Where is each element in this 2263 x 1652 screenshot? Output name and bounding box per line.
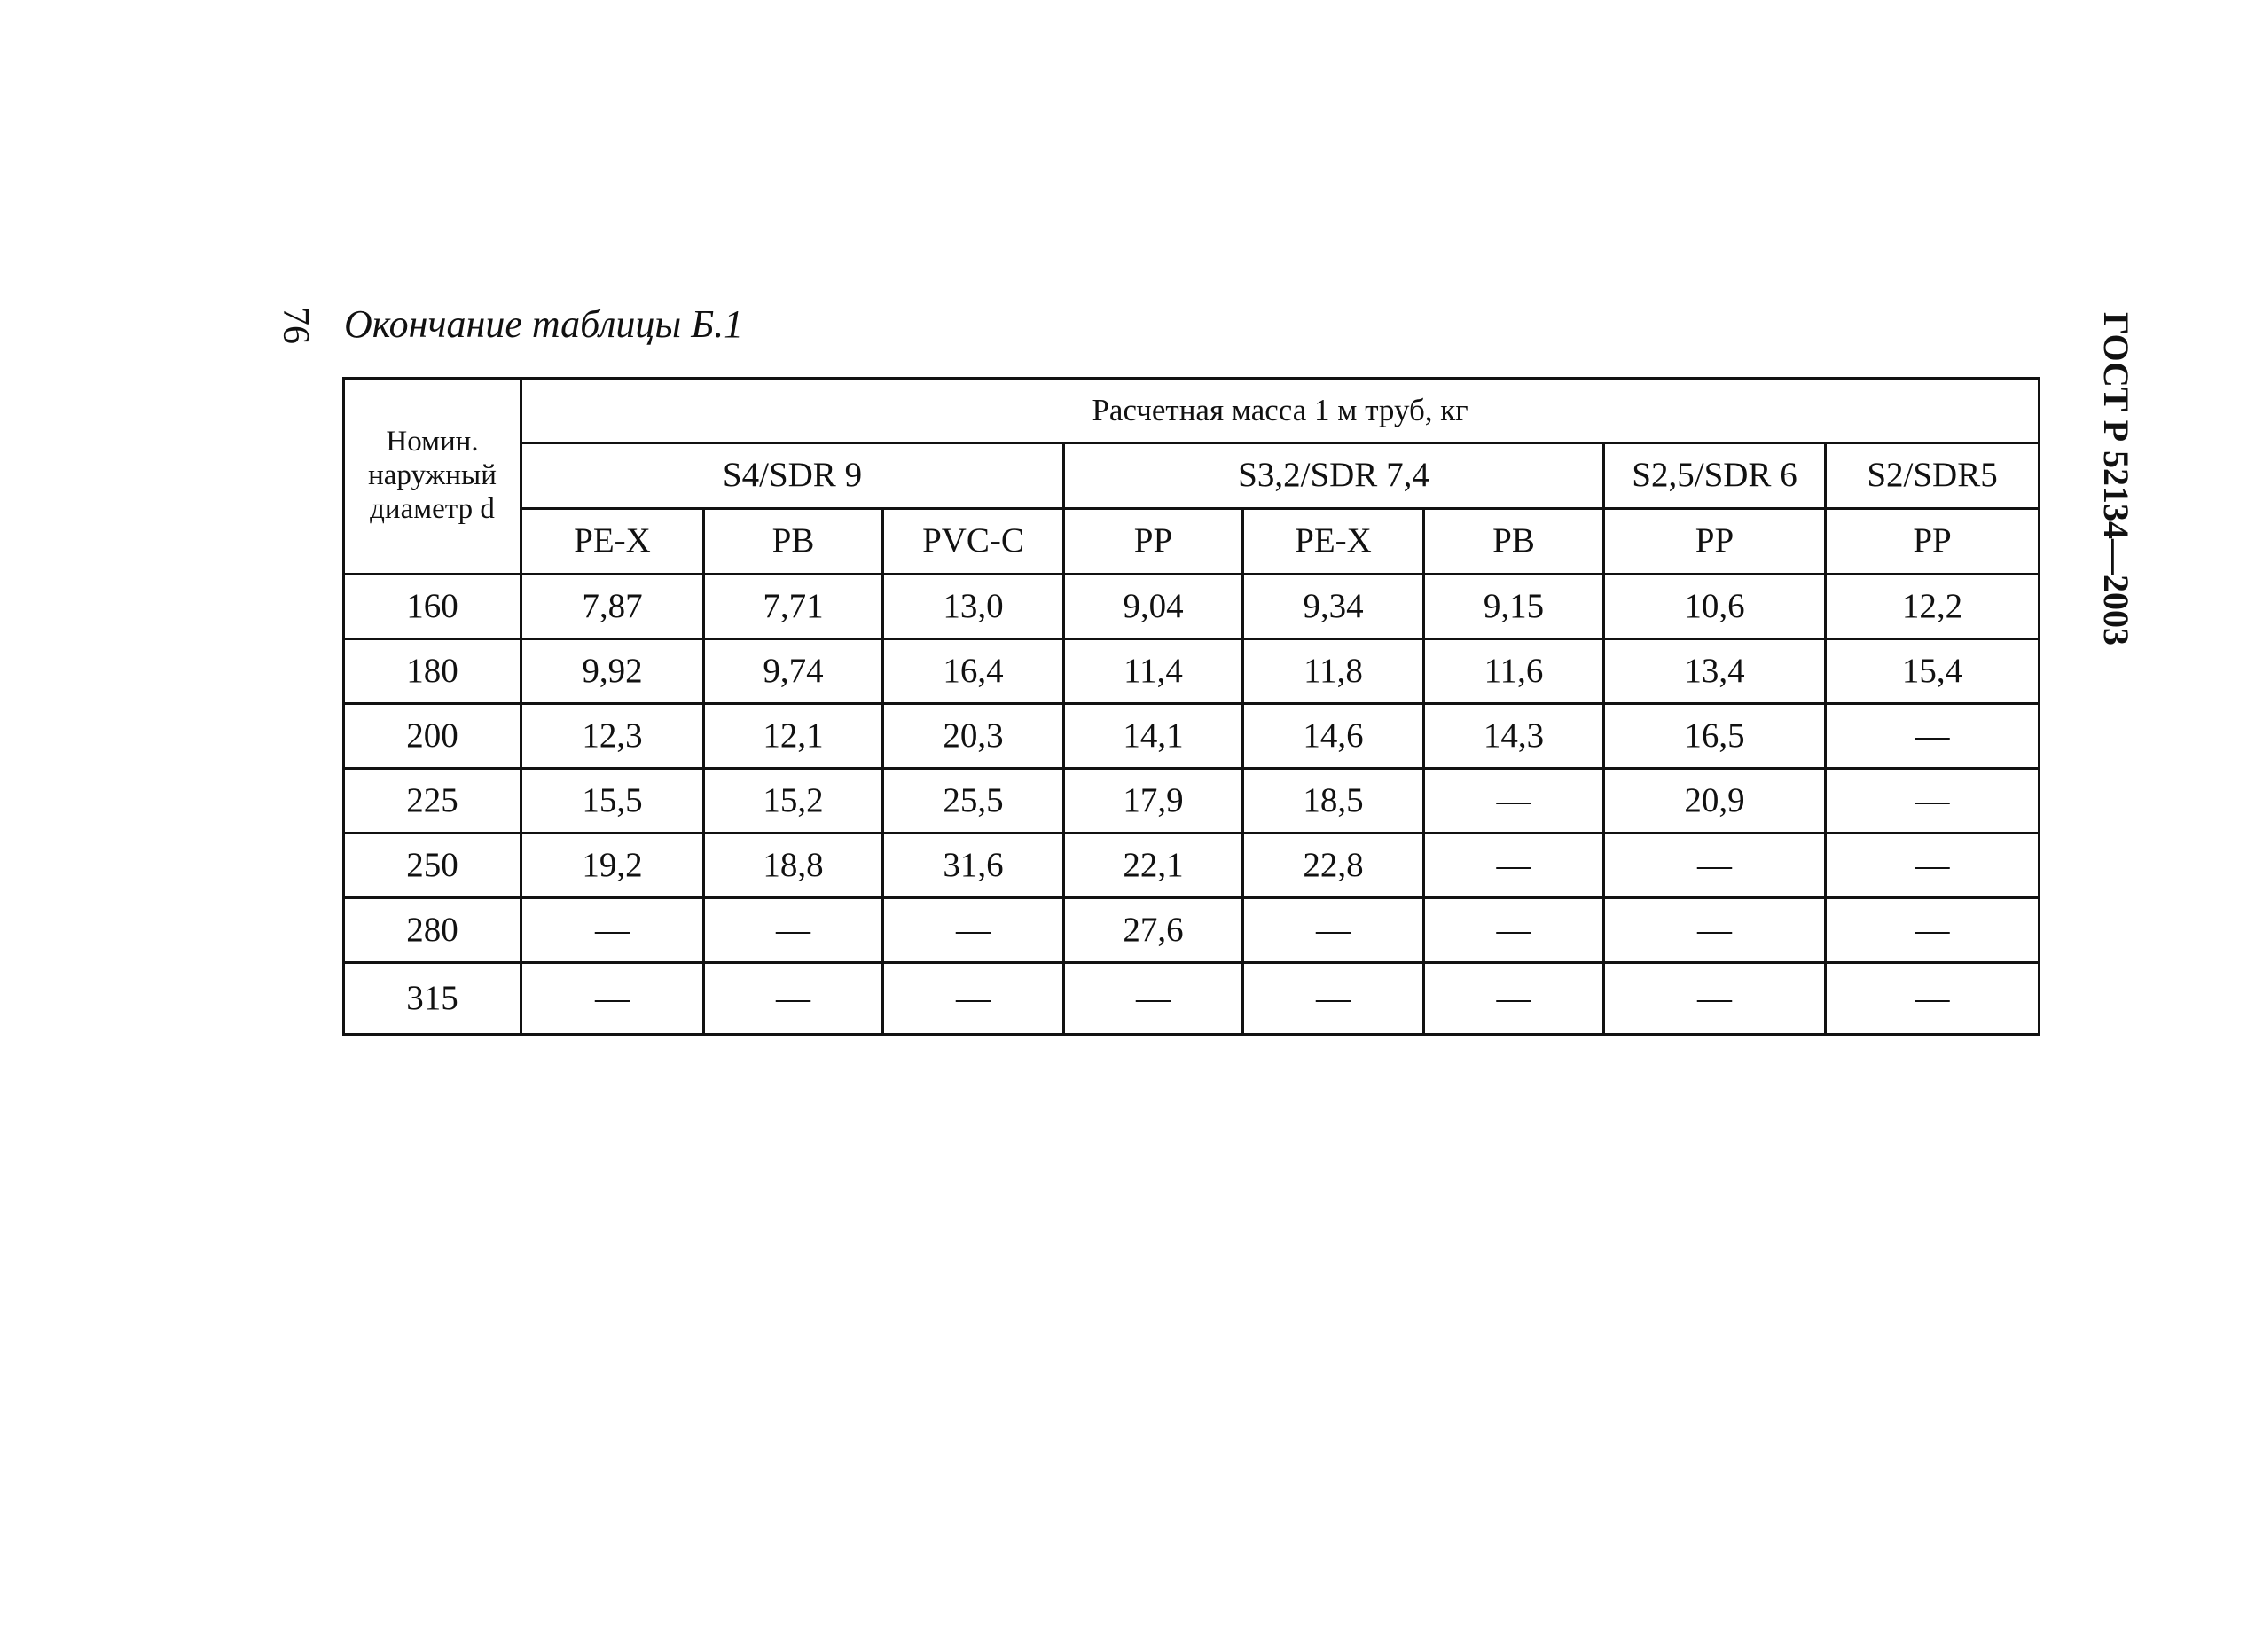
mass-cell: 11,8	[1243, 639, 1424, 704]
mass-cell: —	[1826, 898, 2040, 963]
mass-cell: 9,04	[1064, 575, 1243, 639]
header-row-group	[344, 379, 2040, 443]
mass-cell: 15,4	[1826, 639, 2040, 704]
diameter-header-line-1: Номин.	[386, 426, 479, 458]
mass-cell: 13,0	[883, 575, 1064, 639]
mass-cell: —	[883, 898, 1064, 963]
mass-cell: 10,6	[1604, 575, 1826, 639]
mass-cell: 22,1	[1064, 834, 1243, 898]
diameter-cell: 315	[344, 963, 521, 1035]
standard-code: ГОСТ Р 52134—2003	[2096, 312, 2136, 646]
table-row	[344, 639, 2040, 704]
mass-cell: —	[704, 898, 883, 963]
mass-cell: —	[1604, 963, 1826, 1035]
diameter-cell: 280	[344, 898, 521, 963]
mass-cell: 16,5	[1604, 704, 1826, 769]
mass-cell: 18,8	[704, 834, 883, 898]
mass-cell: 9,34	[1243, 575, 1424, 639]
mass-cell: 11,6	[1424, 639, 1604, 704]
mass-cell: 15,2	[704, 769, 883, 834]
diameter-cell: 200	[344, 704, 521, 769]
mass-cell: —	[1826, 834, 2040, 898]
material-header: PB	[1424, 509, 1604, 575]
mass-cell: —	[1604, 898, 1826, 963]
mass-cell: —	[1243, 898, 1424, 963]
header-row-series	[344, 443, 2040, 509]
diameter-cell: 225	[344, 769, 521, 834]
series-header: S3,2/SDR 7,4	[1064, 443, 1604, 509]
diameter-cell: 180	[344, 639, 521, 704]
mass-cell: —	[1424, 898, 1604, 963]
mass-cell: 14,1	[1064, 704, 1243, 769]
mass-cell: 14,6	[1243, 704, 1424, 769]
header-row-materials	[344, 509, 2040, 575]
mass-cell: 12,1	[704, 704, 883, 769]
series-header: S4/SDR 9	[521, 443, 1064, 509]
mass-cell: —	[1243, 963, 1424, 1035]
mass-cell: 9,74	[704, 639, 883, 704]
material-header: PE-X	[1243, 509, 1424, 575]
mass-cell: —	[1424, 963, 1604, 1035]
mass-cell: 7,87	[521, 575, 704, 639]
mass-cell: —	[521, 963, 704, 1035]
table-title: Окончание таблицы Б.1	[344, 302, 744, 346]
mass-cell: 19,2	[521, 834, 704, 898]
diameter-cell: 160	[344, 575, 521, 639]
diameter-header-line-3: диаметр d	[370, 492, 495, 525]
mass-cell: 9,92	[521, 639, 704, 704]
material-header: PE-X	[521, 509, 704, 575]
mass-cell: 16,4	[883, 639, 1064, 704]
mass-cell: 31,6	[883, 834, 1064, 898]
diameter-cell: 250	[344, 834, 521, 898]
mass-cell: 11,4	[1064, 639, 1243, 704]
mass-cell: —	[1064, 963, 1243, 1035]
standard-code-container	[2093, 312, 2136, 646]
table-row	[344, 704, 2040, 769]
mass-cell: 15,5	[521, 769, 704, 834]
mass-cell: 13,4	[1604, 639, 1826, 704]
mass-cell: 27,6	[1064, 898, 1243, 963]
series-header: S2,5/SDR 6	[1604, 443, 1826, 509]
mass-cell: 18,5	[1243, 769, 1424, 834]
mass-cell: —	[883, 963, 1064, 1035]
table-row	[344, 963, 2040, 1035]
mass-cell: —	[1604, 834, 1826, 898]
material-header: PP	[1064, 509, 1243, 575]
mass-cell: —	[704, 963, 883, 1035]
table-row	[344, 834, 2040, 898]
mass-cell: 20,9	[1604, 769, 1826, 834]
mass-cell: 7,71	[704, 575, 883, 639]
pipe-mass-table	[342, 377, 2040, 1036]
page-number: 76	[275, 307, 316, 344]
mass-cell: —	[1826, 704, 2040, 769]
table-row	[344, 898, 2040, 963]
mass-cell: —	[1826, 963, 2040, 1035]
mass-cell: 12,3	[521, 704, 704, 769]
group-header: Расчетная масса 1 м труб, кг	[521, 379, 2040, 443]
series-header: S2/SDR5	[1826, 443, 2040, 509]
mass-cell: 17,9	[1064, 769, 1243, 834]
mass-cell: —	[521, 898, 704, 963]
mass-cell: 12,2	[1826, 575, 2040, 639]
mass-cell: 9,15	[1424, 575, 1604, 639]
mass-cell: 20,3	[883, 704, 1064, 769]
mass-cell: 22,8	[1243, 834, 1424, 898]
material-header: PVC-C	[883, 509, 1064, 575]
material-header: PP	[1826, 509, 2040, 575]
mass-cell: 25,5	[883, 769, 1064, 834]
table-body	[344, 575, 2040, 1035]
mass-cell: —	[1826, 769, 2040, 834]
material-header: PB	[704, 509, 883, 575]
diameter-header	[344, 379, 521, 575]
mass-cell: 14,3	[1424, 704, 1604, 769]
mass-cell: —	[1424, 834, 1604, 898]
table-row	[344, 769, 2040, 834]
mass-cell: —	[1424, 769, 1604, 834]
material-header: PP	[1604, 509, 1826, 575]
table-row	[344, 575, 2040, 639]
diameter-header-line-2: наружный	[368, 459, 497, 492]
